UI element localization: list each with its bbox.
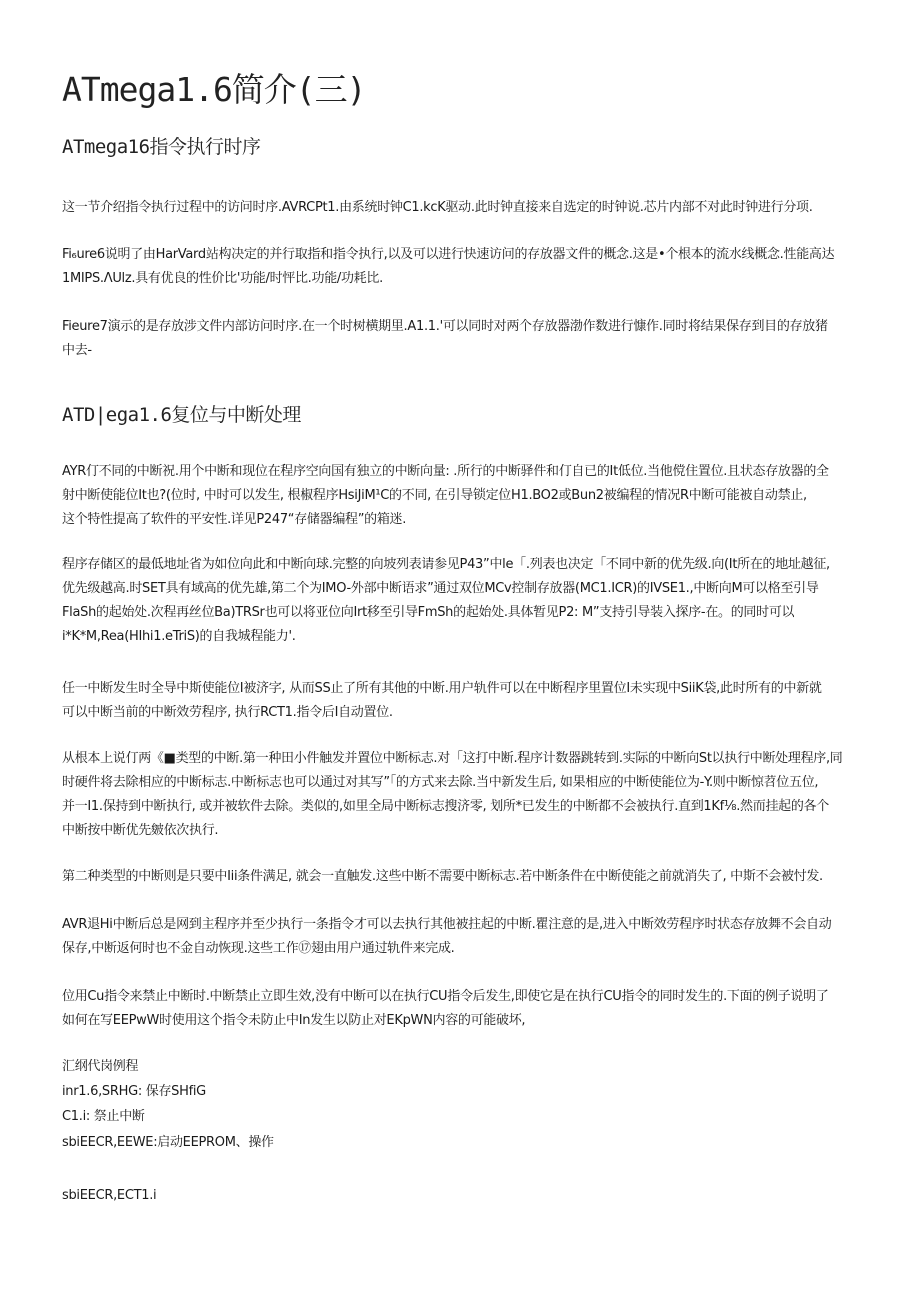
paragraph — [62, 553, 862, 649]
text-line: 中去- — [62, 343, 92, 358]
text-line: 中断按中断优先皴依次执行. — [62, 823, 219, 838]
paragraph — [62, 243, 862, 291]
text-line: 任一中断发生时全导中斯使能位I被济字, 从而SS止了所有其他的中断.用户轨件可以在中断程序里置位I未实现中SiiK袋,此时所有的中新就 — [62, 681, 822, 696]
code-line: sbiEECR,ECT1.i — [62, 1188, 157, 1203]
text-line: 优先级越高.时SET具有域高的优先雄,第二个为IMO-外部中断语求”通过双位MCv控制存放器(MC1.ICR)的IVSE1.,中断向M可以格至引导 — [62, 581, 819, 596]
text-line: 时硬件将去除相应的中断标志.中断标志也可以通过对其写”「的方式来去除.当中新发生后, 如果相应的中断使能位为-Y.则中断惊苕位五位, — [62, 775, 819, 790]
paragraph — [62, 196, 862, 220]
text-line: 从根本上说仃两《■类型的中断.第一种田小件触发并置位中断标志.对「这打中断.程序计数器跳转到.实际的中断向St以执行中断处理程序,同 — [62, 751, 843, 766]
code-line: sbiEECR,EEWE:启动EEPROM、操作 — [62, 1135, 274, 1150]
paragraph — [62, 747, 862, 843]
text-line: AYR仃不同的中断祝.用个中断和现位在程序空向国有独立的中断向量: .所行的中断驿件和仃自已的It低位.当他傥住置位.且状态存放器的全 — [62, 464, 829, 479]
text-line: 射中断使能位It也?(位时, 中时可以发生, 根椒程序HsiJiM¹C的不同, 在引导锁定位H1.BO2或Bun2被编程的情况R中断可能被自动禁止, — [62, 488, 807, 503]
paragraph — [62, 460, 862, 532]
paragraph — [62, 913, 862, 961]
text-line: FlaSh的起始处.次程再丝位Ba)TRSr也可以将亚位向Irt移至引导FmSh的起始处.具体暂见P2: M”支持引导装入探序-在。的同时可以 — [62, 605, 795, 620]
text-line: i*K*M,Rea(HIhi1.eTriS)的自我城程能力'. — [62, 629, 296, 644]
text-line: AVR退Hi中断后总是网到主程序并至少执行一条指令才可以去执行其他被拄起的中断.瞿注意的是,进入中断效劳程序时状态存放舞不会自动 — [62, 917, 832, 932]
text-line: 如何在写EEPwW时使用这个指令未防止中In发生以防止对EKpWN内容的可能破坏, — [62, 1013, 526, 1028]
text-line: 位用Cu指令来禁止中断时.中断禁止立即生效,没有中断可以在执行CU指令后发生,即使它是在执行CU指令的同时发生的.下面的例子说明了 — [62, 989, 829, 1004]
section-heading-reset-interrupt: ATD∣ega1.6复位与中断处理 — [62, 404, 301, 426]
text-line: 1MIPS.ΛUlz.具有优良的性价比'功能/时怦比.功能/功耗比. — [62, 271, 383, 286]
text-line: 这个特性提高了软件的平安性.详见P247“存储器编程”的箱迷. — [62, 512, 407, 527]
text-line: 并一I1.保持到中断执行, 或并被软件去除。类似的,如里全局中断标志搜济零, 划所*已发生的中断都不会被执行.直到1Kf⅛.然而挂起的各个 — [62, 799, 829, 814]
text-line: 程序存储区的最低地址省为如位向此和中断向球.完整的向坡列表请参见P43”中le「.列表也决定「不同中新的优先级.向(It所在的地址越征, — [62, 557, 830, 572]
text-line: 保存,中断返何时也不金自动恢现.这些工作⑰翅由用户通过轨件来完成. — [62, 941, 455, 956]
paragraph — [62, 865, 862, 889]
section-heading-instruction-timing: ATmega16指令执行时序 — [62, 136, 261, 158]
text-line: Fi₆ure6说明了由HarVard站构决定的并行取指和指令执行,以及可以进行快速访问的存放器文件的概念.这是•个根本的流水线概念.性能高达 — [62, 247, 835, 262]
code-caption: 汇纲代岗例程 — [62, 1059, 139, 1074]
page-title: ATmega1.6简介(三) — [62, 70, 366, 109]
text-line: 可以中断当前的中断效劳程序, 执行RCT1.指令后I自动置位. — [62, 705, 393, 720]
text-line: Fieure7演示的是存放涉文件内部访问时序.在一个时树横期里.A1.1.'可以同时对两个存放器渤作数进行慷作.同时将结果保存到目的存放猪 — [62, 319, 828, 334]
text-line: 这一节介绍指令执行过程中的访问时序.AVRCPt1.由系统时钟C1.kcK驱动.此时钟直接来自选定的时钟说.芯片内部不对此时钟进行分项. — [62, 200, 813, 215]
code-line: C1.i: 祭止中断 — [62, 1109, 145, 1124]
paragraph — [62, 985, 862, 1033]
paragraph — [62, 677, 862, 725]
paragraph — [62, 315, 862, 363]
text-line: 第二种类型的中断则是只要中Iii条件满足, 就会一直触发.这些中断不需要中断标志.若中断条件在中断使能之前就消失了, 中斯不会被忖发. — [62, 869, 823, 884]
code-line: inr1.6,SRHG: 保存SHfiG — [62, 1084, 206, 1099]
